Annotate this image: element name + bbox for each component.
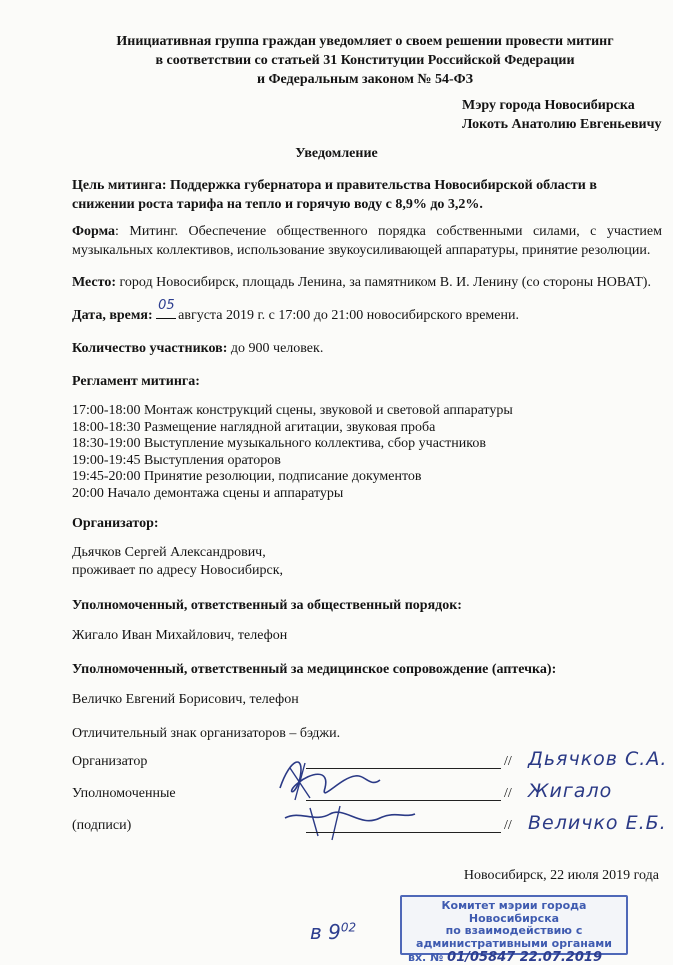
signature-handwritten-name: Дьячков С.А. bbox=[528, 748, 668, 770]
schedule-item: 19:45-20:00 Принятие резолюции, подписание документов bbox=[72, 469, 422, 484]
medical-heading: Уполномоченный, ответственный за медицинское сопровождение (аптечка): bbox=[72, 662, 557, 677]
signature-label: (подписи) bbox=[72, 818, 132, 833]
stamp-line-3: административными органами bbox=[416, 936, 612, 950]
organizer-address: проживает по адресу Новосибирск, bbox=[72, 563, 284, 578]
date-paragraph bbox=[72, 298, 662, 325]
date-text: августа 2019 г. с 17:00 до 21:00 новосибирского времени. bbox=[178, 308, 519, 323]
participants-paragraph bbox=[72, 339, 662, 358]
signature-line bbox=[306, 768, 501, 769]
signature-label: Уполномоченные bbox=[72, 786, 176, 801]
participants-text: до 900 человек. bbox=[227, 341, 324, 356]
schedule-list bbox=[72, 403, 662, 502]
signature-label: Организатор bbox=[72, 754, 148, 769]
stamp-line-1: Комитет мэрии города Новосибирска bbox=[441, 899, 587, 925]
date-day-handwritten: 05 bbox=[158, 298, 175, 313]
stamp-number bbox=[402, 952, 626, 965]
stamp-line-2: по взаимодействию с bbox=[445, 924, 583, 937]
schedule-item: 20:00 Начало демонтажа сцены и аппаратуры bbox=[72, 485, 344, 501]
schedule-item: 17:00-18:00 Монтаж конструкций сцены, звуковой и световой аппаратуры bbox=[72, 403, 513, 418]
addressee-line-2: Локоть Анатолию Евгеньевичу bbox=[462, 117, 662, 132]
signature-row-authorized bbox=[72, 780, 672, 810]
public-order-person: Жигало Иван Михайлович, телефон bbox=[72, 628, 288, 643]
header-line-1: Инициативная группа граждан уведомляет о своем решении провести митинг bbox=[116, 34, 614, 49]
header bbox=[70, 32, 660, 89]
signature-handwritten-name: Величко Е.Б. bbox=[528, 812, 667, 834]
signature-line bbox=[306, 832, 501, 833]
header-line-3: и Федеральным законом № 54-ФЗ bbox=[256, 72, 474, 87]
time-note-text: в 9 bbox=[310, 920, 341, 944]
place-label: Место: bbox=[72, 275, 116, 290]
signature-line bbox=[306, 800, 501, 801]
addressee bbox=[462, 96, 662, 134]
signature-slashes: // bbox=[504, 786, 512, 801]
public-order-heading: Уполномоченный, ответственный за общественный порядок: bbox=[72, 598, 462, 613]
registration-stamp bbox=[400, 895, 628, 965]
signature-handwritten-name: Жигало bbox=[528, 780, 613, 802]
header-line-2: в соответствии со статьей 31 Конституции Российской Федерации bbox=[155, 53, 575, 68]
goal-paragraph: Цель митинга: Поддержка губернатора и правительства Новосибирской области в снижении роста тарифа на тепло и горячую воду с 8,9% до 3,2%. bbox=[72, 178, 597, 212]
medical-person: Величко Евгений Борисович, телефон bbox=[72, 692, 299, 707]
organizer-name: Дьячков Сергей Александрович, bbox=[72, 545, 266, 560]
schedule-item: 18:30-19:00 Выступление музыкального коллектива, сбор участников bbox=[72, 436, 486, 451]
signature-slashes: // bbox=[504, 754, 512, 769]
participants-label: Количество участников: bbox=[72, 341, 228, 356]
organizer-heading: Организатор: bbox=[72, 516, 159, 531]
city-date: Новосибирск, 22 июля 2019 года bbox=[463, 868, 659, 883]
date-label: Дата, время: bbox=[72, 308, 153, 323]
schedule-item: 18:00-18:30 Размещение наглядной агитации, звуковая проба bbox=[72, 419, 436, 435]
stamp-number-handwritten: 01/05847 22.07.2019 bbox=[447, 950, 602, 965]
organizer-info bbox=[72, 544, 662, 580]
place-text: город Новосибирск, площадь Ленина, за памятником В. И. Ленину (со стороны НОВАТ). bbox=[115, 275, 651, 290]
schedule-item: 19:00-19:45 Выступления ораторов bbox=[72, 452, 281, 468]
stamp-number-prefix: вх. № bbox=[408, 951, 444, 964]
place-paragraph bbox=[72, 273, 662, 292]
signature-slashes: // bbox=[504, 818, 512, 833]
signature-row-organizer bbox=[72, 748, 672, 778]
time-note-sup: 02 bbox=[340, 920, 357, 935]
addressee-line-1: Мэру города Новосибирска bbox=[462, 98, 635, 113]
document-title: Уведомление bbox=[295, 146, 378, 161]
handwritten-time-note bbox=[310, 920, 356, 944]
signature-row-signatures bbox=[72, 812, 672, 842]
form-label: Форма bbox=[72, 224, 116, 239]
regulation-heading: Регламент митинга: bbox=[72, 374, 200, 389]
badge-note: Отличительный знак организаторов – бэджи. bbox=[72, 726, 341, 741]
form-paragraph bbox=[72, 222, 662, 260]
form-text: : Митинг. Обеспечение общественного порядка собственными силами, с участием музыкальных коллективов, использование звукоусиливающей аппаратуры, принятие резолюции. bbox=[72, 224, 662, 258]
date-day-field bbox=[156, 298, 176, 319]
